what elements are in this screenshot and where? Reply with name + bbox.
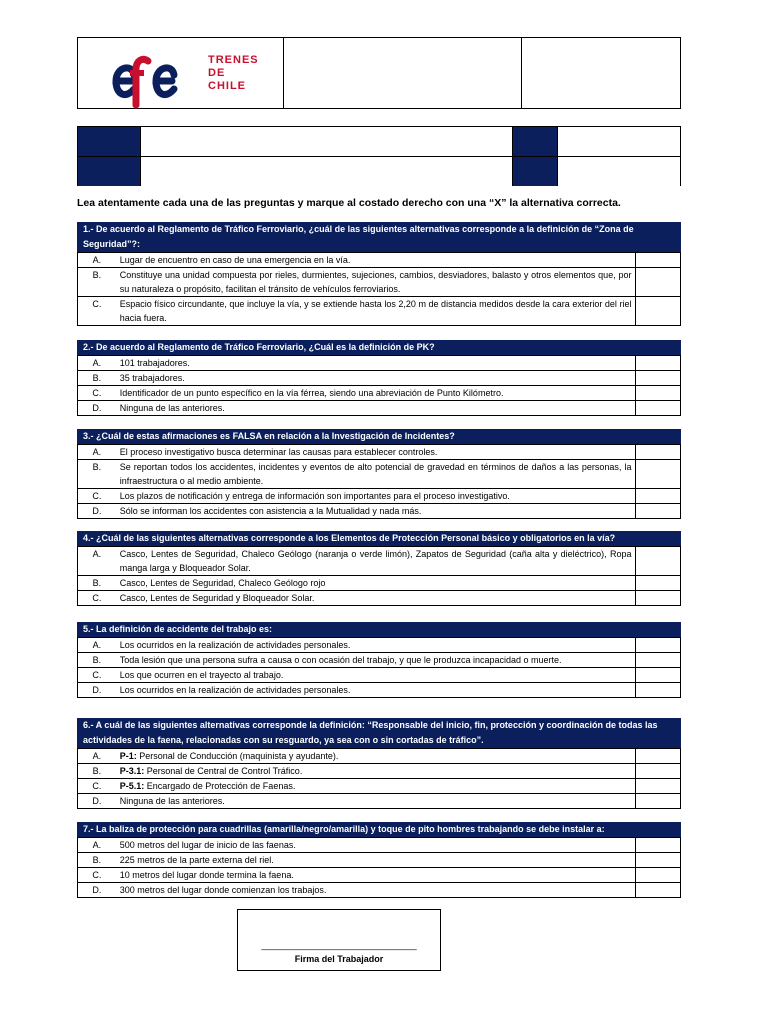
option-letter: C. bbox=[78, 868, 116, 883]
option-text bbox=[116, 683, 636, 698]
question-title: 5.- La definición de accidente del trabajo es: bbox=[77, 622, 681, 637]
answer-checkbox[interactable] bbox=[636, 638, 681, 653]
question-title: 4.- ¿Cuál de las siguientes alternativas corresponde a los Elementos de Protección Personal básico y obligatorios en la vía? bbox=[77, 531, 681, 546]
answer-checkbox[interactable] bbox=[636, 576, 681, 591]
option-row bbox=[78, 401, 681, 416]
answer-checkbox[interactable] bbox=[636, 445, 681, 460]
question-6 bbox=[77, 718, 681, 809]
option-description: 500 metros del lugar de inicio de las faenas. bbox=[119, 840, 296, 850]
option-description: Ninguna de las anteriores. bbox=[119, 796, 225, 806]
option-code: P-5.1: bbox=[119, 781, 145, 791]
option-letter: B. bbox=[78, 371, 116, 386]
option-description: Los ocurridos en la realización de actividades personales. bbox=[119, 640, 351, 650]
option-row bbox=[78, 504, 681, 519]
option-text bbox=[116, 504, 636, 519]
option-row bbox=[78, 668, 681, 683]
option-row bbox=[78, 653, 681, 668]
option-description: Los que ocurren en el trayecto al trabajo. bbox=[119, 670, 284, 680]
option-description: Casco, Lentes de Seguridad, Chaleco Geólogo rojo bbox=[119, 578, 326, 588]
option-text bbox=[116, 386, 636, 401]
question-title: 1.- De acuerdo al Reglamento de Tráfico Ferroviario, ¿cuál de las siguientes alternativas corresponde a la definición de “Zona de Seguridad”?: bbox=[77, 222, 681, 252]
option-text bbox=[116, 576, 636, 591]
option-row bbox=[78, 268, 681, 297]
option-letter: B. bbox=[78, 268, 116, 297]
header-code-cell bbox=[522, 38, 680, 108]
option-letter: D. bbox=[78, 883, 116, 898]
answer-checkbox[interactable] bbox=[636, 749, 681, 764]
option-letter: D. bbox=[78, 504, 116, 519]
option-text bbox=[116, 883, 636, 898]
options-table bbox=[77, 837, 681, 898]
option-letter: A. bbox=[78, 356, 116, 371]
option-text bbox=[116, 445, 636, 460]
option-description: Personal de Central de Control Tráfico. bbox=[144, 766, 303, 776]
signature-box bbox=[237, 909, 441, 971]
option-code: P-3.1: bbox=[119, 766, 145, 776]
question-5 bbox=[77, 622, 681, 698]
logo-cell bbox=[78, 38, 284, 108]
option-description: Sólo se informan los accidentes con asistencia a la Mutualidad y nada más. bbox=[119, 506, 422, 516]
option-text bbox=[116, 297, 636, 326]
option-text bbox=[116, 547, 636, 576]
answer-checkbox[interactable] bbox=[636, 853, 681, 868]
option-description: Se reportan todos los accidentes, incidentes y eventos de alto potencial de gravedad en términos de daños a las personas, la infraestructura o al medio ambiente. bbox=[119, 462, 632, 486]
options-table bbox=[77, 252, 681, 326]
question-1 bbox=[77, 222, 681, 326]
option-letter: B. bbox=[78, 853, 116, 868]
option-text bbox=[116, 868, 636, 883]
answer-checkbox[interactable] bbox=[636, 764, 681, 779]
answer-checkbox[interactable] bbox=[636, 547, 681, 576]
answer-checkbox[interactable] bbox=[636, 386, 681, 401]
option-letter: C. bbox=[78, 668, 116, 683]
options-table bbox=[77, 748, 681, 809]
info-value-field[interactable] bbox=[557, 157, 680, 186]
option-letter: C. bbox=[78, 489, 116, 504]
option-text bbox=[116, 489, 636, 504]
option-text bbox=[116, 371, 636, 386]
info-label-cell bbox=[513, 127, 557, 156]
answer-checkbox[interactable] bbox=[636, 504, 681, 519]
question-4 bbox=[77, 531, 681, 606]
option-text bbox=[116, 401, 636, 416]
document-header bbox=[77, 37, 681, 109]
answer-checkbox[interactable] bbox=[636, 460, 681, 489]
answer-checkbox[interactable] bbox=[636, 253, 681, 268]
option-text bbox=[116, 749, 636, 764]
option-letter: C. bbox=[78, 779, 116, 794]
answer-checkbox[interactable] bbox=[636, 779, 681, 794]
option-description: Espacio físico circundante, que incluye la vía, y se extiende hasta los 2,20 m de distancia medidos desde la cara exterior del riel hacia fuera. bbox=[119, 299, 632, 323]
option-description: Toda lesión que una persona sufra a causa o con ocasión del trabajo, y que le produzca incapacidad o muerte. bbox=[119, 655, 562, 665]
option-row bbox=[78, 779, 681, 794]
option-description: 10 metros del lugar donde termina la faena. bbox=[119, 870, 294, 880]
option-description: Casco, Lentes de Seguridad, Chaleco Geólogo (naranja o verde limón), Zapatos de Seguridad (caña alta y dieléctrico), Ropa manga larga y Bloqueador Solar. bbox=[119, 549, 632, 573]
option-row bbox=[78, 356, 681, 371]
answer-checkbox[interactable] bbox=[636, 668, 681, 683]
option-letter: A. bbox=[78, 838, 116, 853]
option-letter: A. bbox=[78, 253, 116, 268]
signature-label: Firma del Trabajador bbox=[294, 954, 384, 964]
option-row bbox=[78, 638, 681, 653]
question-7 bbox=[77, 822, 681, 898]
question-3 bbox=[77, 429, 681, 519]
option-row bbox=[78, 764, 681, 779]
option-description: Ninguna de las anteriores. bbox=[119, 403, 225, 413]
option-letter: C. bbox=[78, 386, 116, 401]
option-letter: D. bbox=[78, 401, 116, 416]
option-text bbox=[116, 356, 636, 371]
option-description: Los ocurridos en la realización de actividades personales. bbox=[119, 685, 351, 695]
options-table bbox=[77, 444, 681, 519]
answer-checkbox[interactable] bbox=[636, 401, 681, 416]
option-letter: D. bbox=[78, 683, 116, 698]
option-letter: B. bbox=[78, 653, 116, 668]
option-description: Casco, Lentes de Seguridad y Bloqueador Solar. bbox=[119, 593, 315, 603]
option-letter: C. bbox=[78, 591, 116, 606]
option-text bbox=[116, 779, 636, 794]
answer-checkbox[interactable] bbox=[636, 297, 681, 326]
option-row bbox=[78, 460, 681, 489]
option-text bbox=[116, 653, 636, 668]
question-title: 3.- ¿Cuál de estas afirmaciones es FALSA en relación a la Investigación de Incidentes? bbox=[77, 429, 681, 444]
option-text bbox=[116, 591, 636, 606]
option-row bbox=[78, 253, 681, 268]
option-description: Identificador de un punto específico en la vía férrea, siendo una abreviación de Punto Kilómetro. bbox=[119, 388, 504, 398]
option-row bbox=[78, 868, 681, 883]
answer-checkbox[interactable] bbox=[636, 268, 681, 297]
option-text bbox=[116, 638, 636, 653]
option-text bbox=[116, 794, 636, 809]
option-description: Constituye una unidad compuesta por rieles, durmientes, sujeciones, cambios, desviadores, balasto y otros elementos que, por su naturaleza o propósito, facilitan el tránsito de vehículos ferroviarios. bbox=[119, 270, 632, 294]
info-grid bbox=[77, 126, 681, 186]
question-title: 6.- A cuál de las siguientes alternativas corresponde la definición: “Responsable del inicio, fin, protección y coordinación de todas las actividades de la faena, relacionadas con su resguardo, ya sea con o sin cortadas de tráfico”. bbox=[77, 718, 681, 748]
option-row bbox=[78, 445, 681, 460]
option-description: 300 metros del lugar donde comienzan los trabajos. bbox=[119, 885, 327, 895]
answer-checkbox[interactable] bbox=[636, 356, 681, 371]
option-description: El proceso investigativo busca determinar las causas para establecer controles. bbox=[119, 447, 438, 457]
option-row bbox=[78, 386, 681, 401]
option-row bbox=[78, 591, 681, 606]
option-text bbox=[116, 853, 636, 868]
option-text bbox=[116, 460, 636, 489]
option-description: Lugar de encuentro en caso de una emergencia en la vía. bbox=[119, 255, 351, 265]
header-title-cell bbox=[284, 38, 522, 108]
option-description: 225 metros de la parte externa del riel. bbox=[119, 855, 274, 865]
options-table bbox=[77, 546, 681, 606]
answer-checkbox[interactable] bbox=[636, 371, 681, 386]
option-text bbox=[116, 253, 636, 268]
answer-checkbox[interactable] bbox=[636, 883, 681, 898]
option-row bbox=[78, 297, 681, 326]
logo-tagline: TRENES DE CHILE bbox=[208, 54, 259, 92]
options-table bbox=[77, 637, 681, 698]
option-text bbox=[116, 268, 636, 297]
option-description: Encargado de Protección de Faenas. bbox=[144, 781, 296, 791]
answer-checkbox[interactable] bbox=[636, 794, 681, 809]
option-letter: C. bbox=[78, 297, 116, 326]
option-text bbox=[116, 838, 636, 853]
option-letter: D. bbox=[78, 794, 116, 809]
option-row bbox=[78, 838, 681, 853]
answer-checkbox[interactable] bbox=[636, 489, 681, 504]
option-text bbox=[116, 668, 636, 683]
info-value-field[interactable] bbox=[140, 157, 513, 186]
info-value-field[interactable] bbox=[140, 127, 513, 156]
question-title: 7.- La baliza de protección para cuadrillas (amarilla/negro/amarilla) y toque de pito hombres trabajando se debe instalar a: bbox=[77, 822, 681, 837]
option-row bbox=[78, 371, 681, 386]
option-letter: A. bbox=[78, 445, 116, 460]
option-letter: A. bbox=[78, 638, 116, 653]
option-letter: B. bbox=[78, 576, 116, 591]
option-text bbox=[116, 764, 636, 779]
option-description: 35 trabajadores. bbox=[119, 373, 185, 383]
answer-checkbox[interactable] bbox=[636, 838, 681, 853]
option-description: 101 trabajadores. bbox=[119, 358, 190, 368]
info-label-cell bbox=[78, 127, 140, 156]
option-description: Los plazos de notificación y entrega de información son importantes para el proceso investigativo. bbox=[119, 491, 510, 501]
option-letter: A. bbox=[78, 547, 116, 576]
info-row bbox=[78, 127, 680, 157]
info-label-cell bbox=[513, 157, 557, 186]
option-row bbox=[78, 683, 681, 698]
option-letter: B. bbox=[78, 460, 116, 489]
info-row bbox=[78, 157, 680, 186]
option-description: Personal de Conducción (maquinista y ayudante). bbox=[136, 751, 339, 761]
efe-logo bbox=[110, 49, 200, 109]
option-letter: B. bbox=[78, 764, 116, 779]
answer-checkbox[interactable] bbox=[636, 591, 681, 606]
option-row bbox=[78, 547, 681, 576]
option-row bbox=[78, 853, 681, 868]
option-code: P-1: bbox=[119, 751, 137, 761]
question-title: 2.- De acuerdo al Reglamento de Tráfico Ferroviario, ¿Cuál es la definición de PK? bbox=[77, 340, 681, 355]
answer-checkbox[interactable] bbox=[636, 868, 681, 883]
question-2 bbox=[77, 340, 681, 416]
option-row bbox=[78, 489, 681, 504]
signature-line[interactable]: _______________________________ bbox=[261, 940, 417, 950]
option-row bbox=[78, 883, 681, 898]
instructions: Lea atentamente cada una de las preguntas y marque al costado derecho con una “X” la alternativa correcta. bbox=[77, 197, 621, 209]
options-table bbox=[77, 355, 681, 416]
info-value-field[interactable] bbox=[557, 127, 680, 156]
option-letter: A. bbox=[78, 749, 116, 764]
answer-checkbox[interactable] bbox=[636, 653, 681, 668]
answer-checkbox[interactable] bbox=[636, 683, 681, 698]
option-row bbox=[78, 749, 681, 764]
option-row bbox=[78, 794, 681, 809]
option-row bbox=[78, 576, 681, 591]
info-label-cell bbox=[78, 157, 140, 186]
